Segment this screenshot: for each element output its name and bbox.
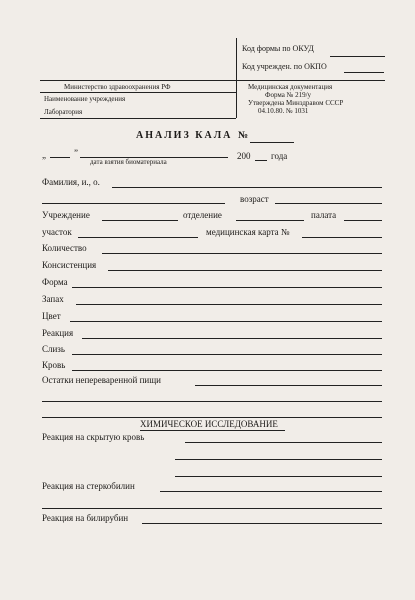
name-field-cont[interactable] <box>42 203 225 204</box>
field-color-label: Цвет <box>42 311 61 321</box>
district-label: участок <box>42 227 72 237</box>
year-suffix: года <box>271 151 288 161</box>
field-form-input[interactable] <box>72 287 382 288</box>
field-food-remains-input[interactable] <box>195 385 382 386</box>
institution-label: Учреждение <box>42 210 90 220</box>
stercobilin-input-1[interactable] <box>160 491 382 492</box>
day-field[interactable] <box>50 157 70 158</box>
form-number-field[interactable] <box>250 142 294 143</box>
bilirubin-input-1[interactable] <box>142 523 382 524</box>
field-food-remains-label: Остатки непереваренной пищи <box>42 375 161 385</box>
field-blood-label: Кровь <box>42 360 66 370</box>
ministry-text: Министерство здравоохранения РФ <box>64 83 171 91</box>
okud-field[interactable] <box>330 56 385 57</box>
header-top-rule <box>40 80 385 81</box>
med-doc-line3: Утверждена Минздравом СССР <box>248 99 344 107</box>
date-quote-open: „ <box>42 150 46 160</box>
field-mucus-input[interactable] <box>72 354 382 355</box>
ward-field[interactable] <box>344 220 382 221</box>
field-reaction-label: Реакция <box>42 328 74 338</box>
field-reaction-input[interactable] <box>82 338 382 339</box>
district-field[interactable] <box>78 237 198 238</box>
stercobilin-label: Реакция на стеркобилин <box>42 481 135 491</box>
field-odor-input[interactable] <box>76 304 382 305</box>
med-doc-line1: Медицинская документация <box>248 83 333 91</box>
chem-section-title: ХИМИЧЕСКОЕ ИССЛЕДОВАНИЕ <box>140 419 278 429</box>
header-divider <box>236 80 237 118</box>
date-caption: дата взятия биоматериала <box>90 158 167 166</box>
field-color-input[interactable] <box>70 321 382 322</box>
field-blood-input[interactable] <box>72 370 382 371</box>
lab-label: Лаборатория <box>44 108 83 116</box>
code-box-divider <box>236 38 237 80</box>
title-number-sign: № <box>238 130 249 141</box>
age-field[interactable] <box>275 203 382 204</box>
form-title: АНАЛИЗ КАЛА <box>136 130 233 141</box>
field-quantity-input[interactable] <box>102 253 382 254</box>
okpo-label: Код учрежден. по ОКПО <box>242 62 327 71</box>
okud-label: Код формы по ОКУД <box>242 44 314 53</box>
section-divider <box>42 417 382 418</box>
department-label: отделение <box>183 210 222 220</box>
field-consistency-label: Консистенция <box>42 260 97 270</box>
name-label: Фамилия, и., о. <box>42 177 100 187</box>
name-field[interactable] <box>112 187 382 188</box>
hidden-blood-input-1[interactable] <box>185 442 382 443</box>
card-field[interactable] <box>302 237 382 238</box>
field-odor-label: Запах <box>42 294 64 304</box>
date-quote-close: ” <box>74 148 78 158</box>
stercobilin-input-2[interactable] <box>42 508 382 509</box>
bilirubin-label: Реакция на билирубин <box>42 513 129 523</box>
field-form-label: Форма <box>42 277 68 287</box>
okpo-field[interactable] <box>344 72 384 73</box>
header-bottom-rule <box>40 118 236 119</box>
field-consistency-input[interactable] <box>108 270 382 271</box>
card-label: медицинская карта № <box>206 227 290 237</box>
year-prefix: 200 <box>237 151 251 161</box>
ministry-rule <box>40 92 236 93</box>
hidden-blood-label: Реакция на скрытую кровь <box>42 432 145 442</box>
institution-field[interactable] <box>102 220 178 221</box>
department-field[interactable] <box>236 220 304 221</box>
institution-name-label: Наименование учреждения <box>44 95 126 103</box>
age-label: возраст <box>240 194 269 204</box>
med-doc-line4: 04.10.80. № 1031 <box>258 107 309 115</box>
chem-title-underline <box>140 430 285 431</box>
hidden-blood-input-3[interactable] <box>175 476 382 477</box>
year-field[interactable] <box>255 160 267 161</box>
med-doc-line2: Форма № 219/у <box>265 91 312 99</box>
field-quantity-label: Количество <box>42 243 87 253</box>
field-mucus-label: Слизь <box>42 344 65 354</box>
hidden-blood-input-2[interactable] <box>175 459 382 460</box>
ward-label: палата <box>311 210 337 220</box>
field-food-remains-input-2[interactable] <box>42 401 382 402</box>
